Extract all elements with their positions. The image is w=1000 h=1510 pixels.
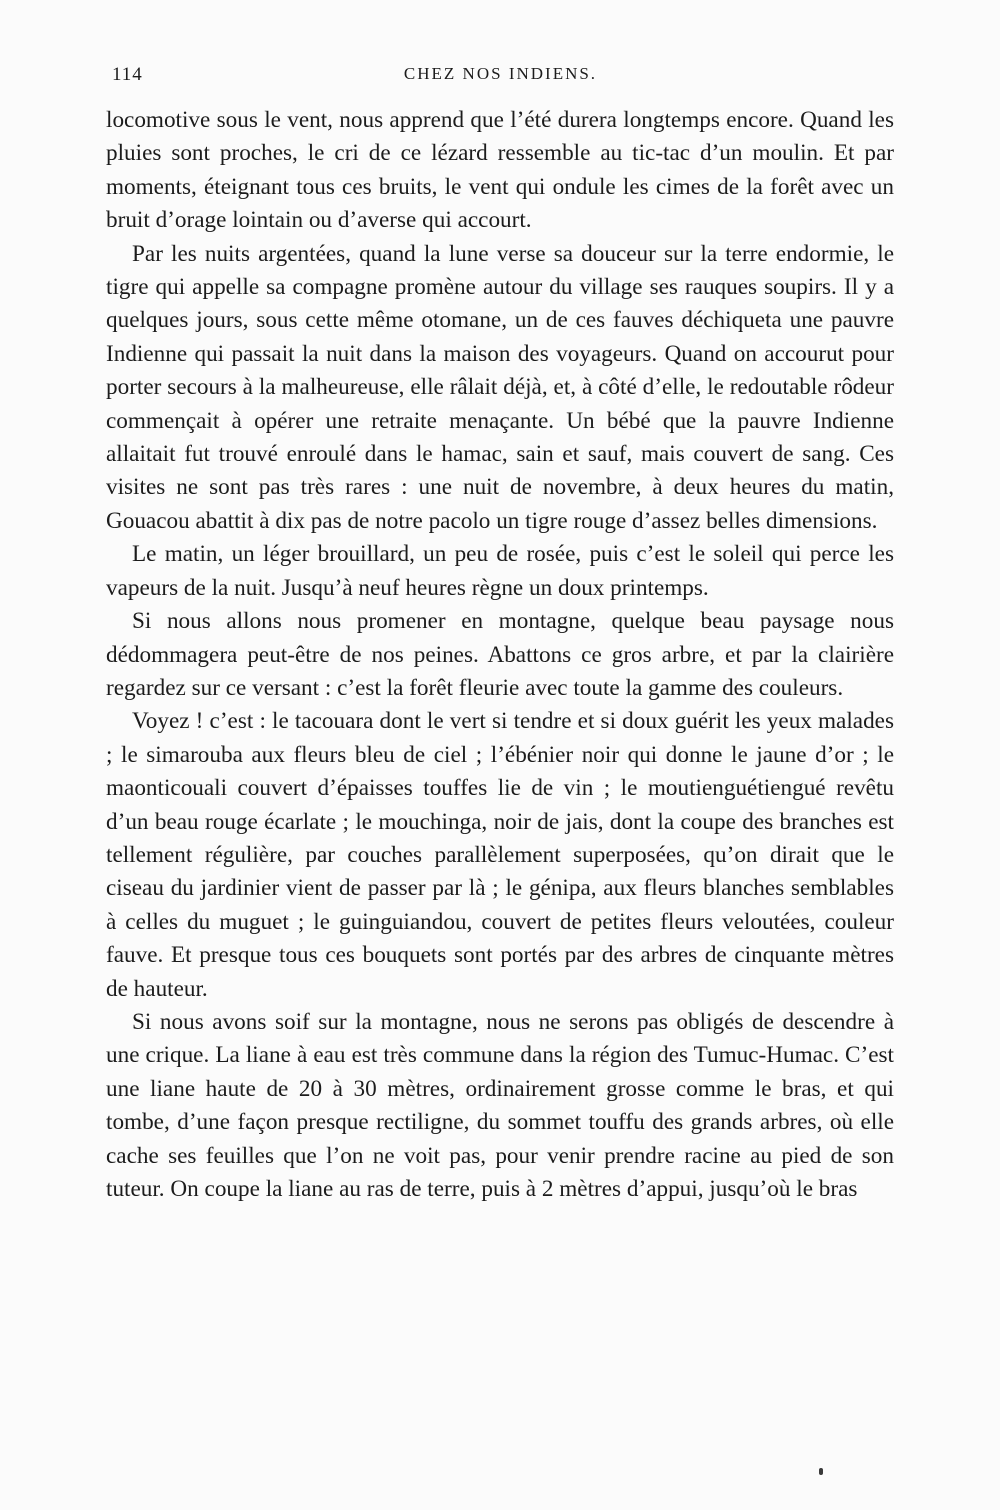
paragraph-3: Le matin, un léger brouillard, un peu de rosée, puis c’est le soleil qui perce les vapeurs de la nuit. Jusqu’à neuf heures règne un doux printemps. [106, 541, 894, 601]
paragraph-5: Voyez ! c’est : le tacouara dont le vert si tendre et si doux guérit les yeux malades ; le simarouba aux fleurs bleu de ciel ; l’ébénier noir qui donne le jaune d’or ; le maonticouali couvert d’épaisses touffes lie de vin ; le moutienguétiengué revêtu d’un beau rouge écarlate ; le mouchinga, noir de jais, dont la coupe des branches est tellement régulière, par couches parallèlement superposées, qu’on dirait que le ciseau du jardinier vient de passer par là ; le génipa, aux fleurs blanches semblables à celles du muguet ; le guinguiandou, couvert de petites fleurs veloutées, couleur fauve. Et presque tous ces bouquets sont portés par des arbres de cinquante mètres de hauteur. [106, 708, 894, 1002]
body-text [106, 104, 894, 1206]
paragraph-2: Par les nuits argentées, quand la lune verse sa douceur sur la terre endormie, le tigre qui appelle sa compagne promène autour du village ses rauques soupirs. Il y a quelques jours, sous cette même otomane, un de ces fauves déchiqueta une pauvre Indienne qui passait la nuit dans la maison des voyageurs. Quand on accourut pour porter secours à la malheureuse, elle râlait déjà, et, à côté d’elle, le redoutable rôdeur commençait à opérer une retraite menaçante. Un bébé que la pauvre Indienne allaitait fut trouvé enroulé dans le hamac, sain et sauf, mais couvert de sang. Ces visites ne sont pas très rares : une nuit de novembre, à deux heures du matin, Gouacou abattit à dix pas de notre pacolo un tigre rouge d’assez belles dimensions. [106, 240, 894, 534]
ink-speck [819, 1468, 823, 1475]
running-title: CHEZ NOS INDIENS. [403, 64, 598, 83]
page-header [108, 64, 893, 88]
paragraph-4: Si nous allons nous promener en montagne, quelque beau paysage nous dédommagera peut-être de nos peines. Abattons ce gros arbre, et par la clairière regardez sur ce versant : c’est la forêt fleurie avec toute la gamme des couleurs. [106, 608, 894, 701]
paragraph-6: Si nous avons soif sur la montagne, nous ne serons pas obligés de descendre à une crique. La liane à eau est très commune dans la région des Tumuc-Humac. C’est une liane haute de 20 à 30 mètres, ordinairement grosse comme le bras, et qui tombe, d’une façon presque rectiligne, du sommet touffu des grands arbres, où elle cache ses feuilles que l’on ne voit pas, pour venir prendre racine au pied de son tuteur. On coupe la liane au ras de terre, puis à 2 mètres d’appui, jusqu’où le bras [106, 1008, 894, 1202]
paragraph-1: locomotive sous le vent, nous apprend que l’été durera longtemps encore. Quand les pluies sont proches, le cri de ce lézard ressemble au tic-tac d’un moulin. Et par moments, éteignant tous ces bruits, le vent qui ondule les cimes de la forêt avec un bruit d’orage lointain ou d’averse qui accourt. [106, 107, 894, 234]
page-number: 114 [112, 64, 143, 85]
